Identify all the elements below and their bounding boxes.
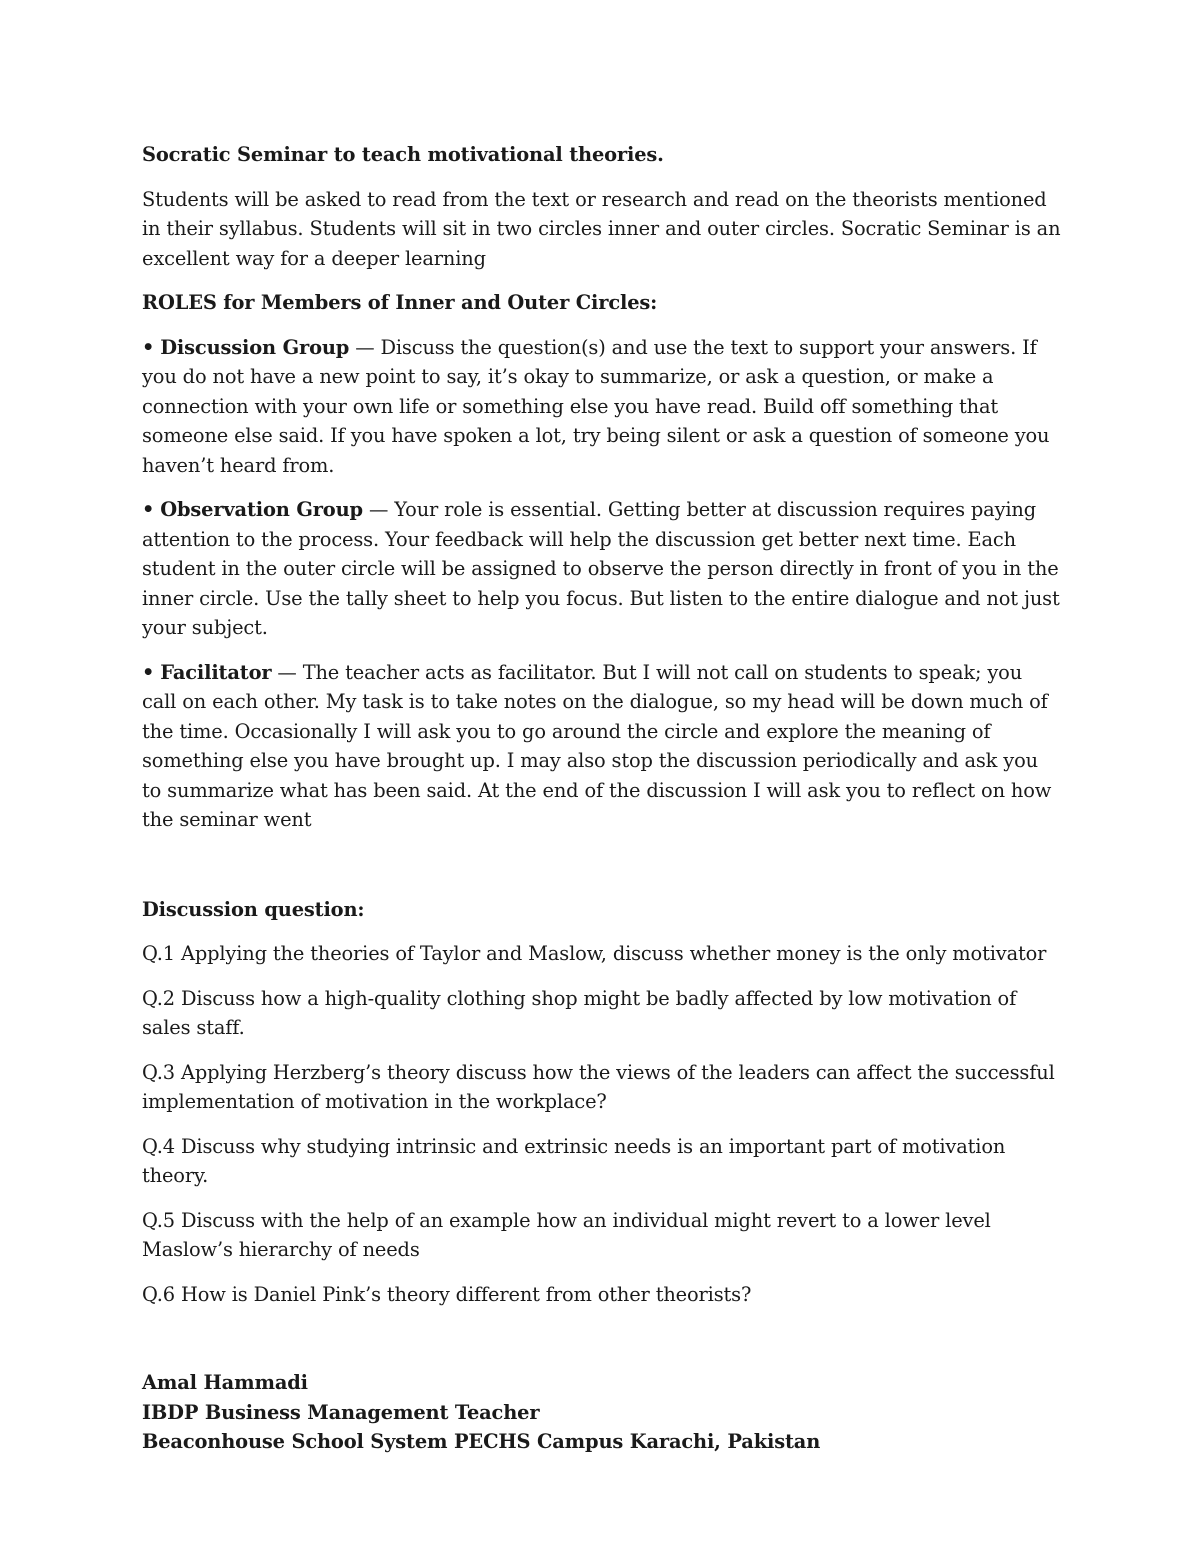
- spacer: [142, 850, 1062, 895]
- role-name: Facilitator: [160, 660, 272, 684]
- role-observation-group: [142, 495, 1062, 643]
- document-page: [142, 140, 1062, 1457]
- question-item: Q.4 Discuss why studying intrinsic and extrinsic needs is an important part of motivation theory.: [142, 1134, 1006, 1187]
- role-description: — The teacher acts as facilitator. But I will not call on students to speak; you call on each other. My task is to take notes on the dialogue, so my head will be down much of the time. Occasionally I will ask you to go around the circle and explore the meaning of something else you have brought up. I may also stop the discussion periodically and ask you to summarize what has been said. At the end of the discussion I will ask you to reflect on how the seminar went: [142, 660, 1052, 831]
- role-name: Discussion Group: [160, 335, 350, 359]
- question-item: Q.3 Applying Herzberg’s theory discuss how the views of the leaders can affect the successful implementation of motivation in the workplace?: [142, 1060, 1055, 1113]
- bullet-glyph: •: [142, 335, 155, 359]
- role-description: — Your role is essential. Getting better at discussion requires paying attention to the process. Your feedback will help the discussion get better next time. Each student in the outer circle will be assigned to observe the person directly in front of you in the inner circle. Use the tally sheet to help you focus. But listen to the entire dialogue and not just your subject.: [142, 498, 1060, 639]
- role-facilitator: [142, 658, 1062, 835]
- discussion-heading: Discussion question:: [142, 897, 365, 921]
- bullet-glyph: •: [142, 498, 155, 521]
- role-discussion-group: [142, 333, 1062, 481]
- signature-role: IBDP Business Management Teacher: [142, 1400, 540, 1424]
- question-item: Q.5 Discuss with the help of an example how an individual might revert to a lower level Maslow’s hierarchy of needs: [142, 1208, 991, 1261]
- role-description: — Discuss the question(s) and use the text to support your answers. If you do not have a new point to say, it’s okay to summarize, or ask a question, or make a connection with your own life or something else you have read. Build off something that someone else said. If you have spoken a lot, try being silent or ask a question of someone you haven’t heard from.: [142, 335, 1050, 477]
- question-item: Q.1 Applying the theories of Taylor and Maslow, discuss whether money is the only motivator: [142, 942, 1047, 965]
- roles-heading: ROLES for Members of Inner and Outer Circles:: [142, 291, 658, 314]
- document-title: Socratic Seminar to teach motivational theories.: [142, 143, 664, 166]
- question-item: Q.6 How is Daniel Pink’s theory different from other theorists?: [142, 1282, 752, 1306]
- intro-paragraph: Students will be asked to read from the text or research and read on the theorists mentioned in their syllabus. Students will sit in two circles inner and outer circles. Socratic Seminar is an excellent way for a deeper learning: [142, 187, 1061, 270]
- signature-school: Beaconhouse School System PECHS Campus Karachi, Pakistan: [142, 1430, 821, 1453]
- role-name: Observation Group: [160, 498, 363, 521]
- question-item: Q.2 Discuss how a high-quality clothing shop might be badly affected by low motivation of sales staff.: [142, 986, 1017, 1039]
- signature-name: Amal Hammadi: [142, 1371, 308, 1394]
- spacer: [142, 1324, 1062, 1368]
- bullet-glyph: •: [142, 660, 155, 684]
